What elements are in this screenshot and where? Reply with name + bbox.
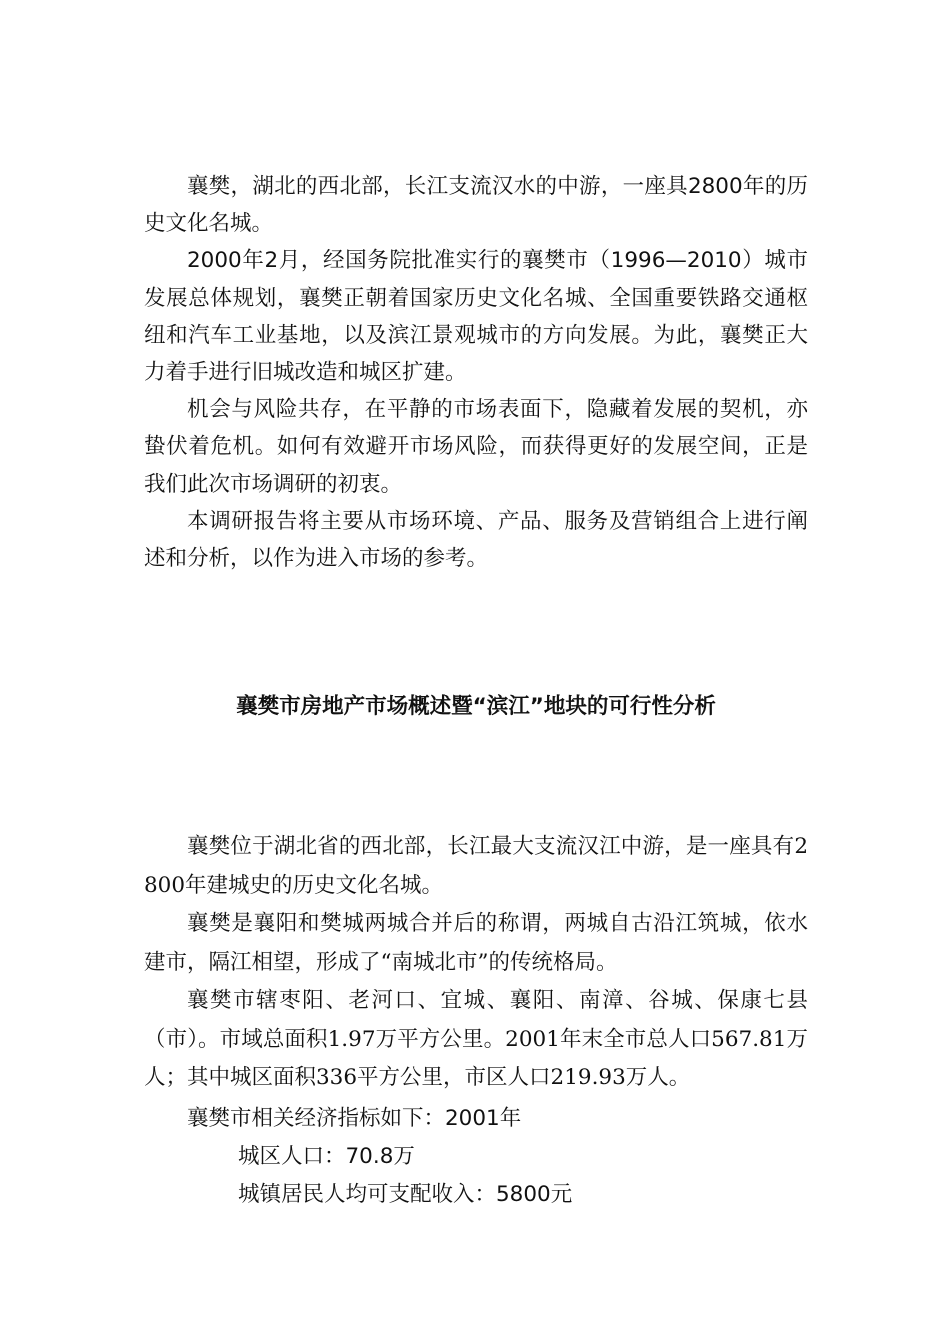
intro-paragraph: 2000年2月，经国务院批准实行的襄樊市（1996—2010）城市发展总体规划，襄樊正朝着国家历史文化名城、全国重要铁路交通枢纽和汽车工业基地，以及滨江景观城市的方向发展。为此，襄樊正大力着手进行旧城改造和城区扩建。 xyxy=(144,248,808,386)
section-heading: 襄樊市房地产市场概述暨“滨江”地块的可行性分析 xyxy=(236,694,716,719)
intro-paragraph: 襄樊，湖北的西北部，长江支流汉水的中游，一座具2800年的历史文化名城。 xyxy=(144,174,808,237)
indicators-section xyxy=(144,1100,808,1214)
intro-section xyxy=(144,168,808,577)
overview-paragraph: 襄樊是襄阳和樊城两城合并后的称谓，两城自古沿江筑城，依水建市，隔江相望，形成了“南城北市”的传统格局。 xyxy=(144,911,808,975)
overview-paragraph: 襄樊市辖枣阳、老河口、宜城、襄阳、南漳、谷城、保康七县（市）。市域总面积1.97万平方公里。2001年末全市总人口567.81万人；其中城区面积336平方公里，市区人口219.93万人。 xyxy=(144,988,808,1090)
intro-paragraph: 机会与风险共存，在平静的市场表面下，隐藏着发展的契机，亦蛰伏着危机。如何有效避开市场风险，而获得更好的发展空间，正是我们此次市场调研的初衷。 xyxy=(144,397,808,497)
indicator-item: 城区人口：70.8万 xyxy=(238,1144,415,1169)
overview-paragraph: 襄樊位于湖北省的西北部，长江最大支流汉江中游，是一座具有2800年建城史的历史文化名城。 xyxy=(144,834,808,898)
intro-paragraph: 本调研报告将主要从市场环境、产品、服务及营销组合上进行阐述和分析，以作为进入市场的参考。 xyxy=(144,508,808,572)
overview-section xyxy=(144,828,808,1098)
indicators-title: 襄樊市相关经济指标如下：2001年 xyxy=(187,1106,522,1131)
indicator-item: 城镇居民人均可支配收入：5800元 xyxy=(238,1182,573,1207)
